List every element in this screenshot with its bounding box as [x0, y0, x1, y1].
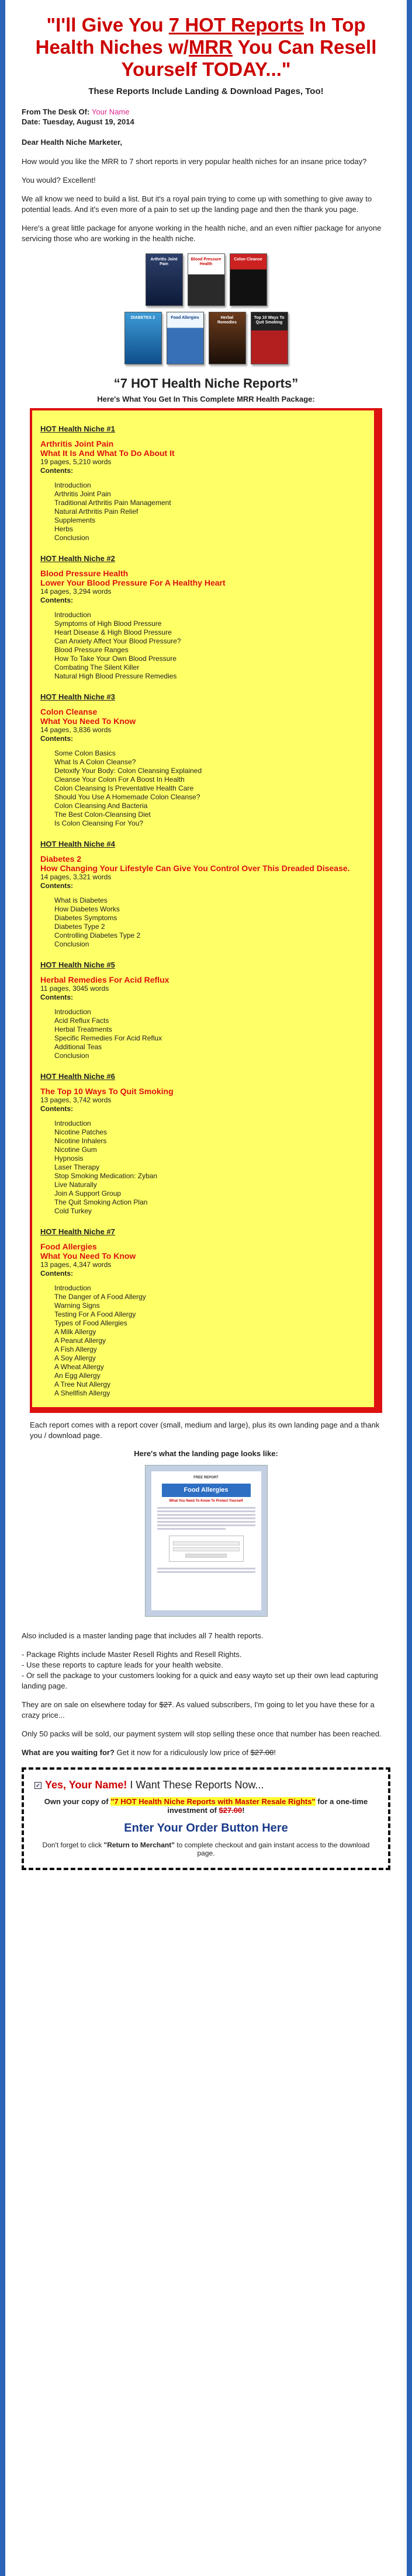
report-cover: Herbal Remedies	[209, 312, 246, 364]
sale-note: They are on sale on elsewhere today for $27. As valued subscribers, I'm going to let you have these for a crazy price...	[22, 1700, 375, 1719]
niche-length: 14 pages, 3,836 words	[40, 726, 112, 734]
headline: "I'll Give You 7 HOT Reports In Top Health Niches w/MRR You Can Resell Yourself TODAY..."	[35, 14, 377, 80]
list-item: Laser Therapy	[54, 1163, 100, 1171]
author-name: Your Name	[91, 107, 130, 116]
list-item: Hypnosis	[54, 1154, 84, 1162]
niche-subtitle: What It Is And What To Do About It	[40, 448, 175, 458]
niche-title: Colon Cleanse	[40, 707, 98, 716]
list-item: Natural Arthritis Pain Relief	[54, 507, 139, 516]
old-price: $27	[159, 1700, 172, 1709]
list-item: Some Colon Basics	[54, 749, 116, 757]
list-item: A Fish Allergy	[54, 1345, 97, 1353]
list-item: Diabetes Symptoms	[54, 914, 117, 922]
list-item: Cleanse Your Colon For A Boost In Health	[54, 775, 185, 784]
old-price: $27.00	[250, 1748, 274, 1757]
contents-label: Contents:	[40, 993, 73, 1001]
package-contents-box	[30, 408, 382, 1413]
contents-list	[40, 1008, 368, 1060]
intro-paragraph: Here's a great little package for anyone working in the health niche, and an even niftier package for anyone servicing those who are working in the health niche.	[22, 224, 382, 243]
list-item: Conclusion	[54, 940, 89, 948]
list-item: Can Anxiety Affect Your Blood Pressure?	[54, 637, 181, 645]
list-item: Traditional Arthritis Pain Management	[54, 499, 171, 507]
contents-label: Contents:	[40, 1105, 73, 1113]
contents-label: Contents:	[40, 596, 73, 604]
report-cover: Arthritis Joint Pain	[146, 253, 183, 306]
scarcity-note: Only 50 packs will be sold, our payment system will stop selling these once that number has been reached.	[22, 1729, 382, 1738]
list-item: Join A Support Group	[54, 1189, 122, 1198]
niche-title: The Top 10 Ways To Quit Smoking	[40, 1087, 174, 1096]
preview-optin-form	[169, 1536, 244, 1562]
list-item: Colon Cleansing And Bacteria	[54, 802, 148, 810]
list-item: Nicotine Inhalers	[54, 1137, 107, 1145]
list-item: An Egg Allergy	[54, 1371, 101, 1380]
list-item: Warning Signs	[54, 1301, 100, 1310]
list-item: Nicotine Patches	[54, 1128, 108, 1136]
niche-subtitle: Lower Your Blood Pressure For A Healthy Heart	[40, 578, 226, 587]
report-covers	[119, 253, 294, 364]
list-item: Stop Smoking Medication: Zyban	[54, 1172, 158, 1180]
list-item: A Milk Allergy	[54, 1328, 96, 1336]
niche-section	[40, 424, 368, 542]
list-item: A Tree Nut Allergy	[54, 1380, 111, 1388]
niche-section	[40, 1227, 368, 1398]
list-item: Cold Turkey	[54, 1207, 92, 1215]
preview-subtitle: What You Need To Know To Protect Yourself	[169, 1499, 243, 1503]
list-item: Symptoms of High Blood Pressure	[54, 619, 162, 628]
contents-label: Contents:	[40, 882, 73, 890]
niche-label: HOT Health Niche #2	[40, 554, 115, 563]
report-cover: DIABETES 2	[124, 312, 162, 364]
niche-subtitle: What You Need To Know	[40, 716, 136, 726]
contents-list	[40, 896, 368, 949]
list-item: Testing For A Food Allergy	[54, 1310, 136, 1318]
call-to-action-text: What are you waiting for? Get it now for a ridiculously low price of $27.00!	[22, 1748, 276, 1757]
list-item: Should You Use A Homemade Colon Cleanse?	[54, 793, 200, 801]
list-item: Diabetes Type 2	[54, 923, 105, 931]
contents-label: Contents:	[40, 734, 73, 743]
list-item: Specific Remedies For Acid Reflux	[54, 1034, 162, 1042]
landing-preview-caption: Here's what the landing page looks like:	[134, 1449, 278, 1458]
niche-title: Herbal Remedies For Acid Reflux	[40, 975, 169, 984]
niche-subtitle: What You Need To Know	[40, 1251, 136, 1261]
contents-list	[40, 611, 368, 681]
niche-label: HOT Health Niche #3	[40, 692, 115, 701]
greeting: Dear Health Niche Marketer,	[22, 138, 122, 147]
niche-label: HOT Health Niche #4	[40, 840, 115, 848]
list-item: Live Naturally	[54, 1181, 97, 1189]
list-item: Conclusion	[54, 1052, 89, 1060]
headline-highlight-mrr: MRR	[188, 36, 233, 58]
list-item: What Is A Colon Cleanse?	[54, 758, 136, 766]
check-icon: ✓	[34, 1782, 41, 1789]
rights-list: - Package Rights include Master Resell Rights and Resell Rights. - Use these reports to capture leads for your health website. - Or sell the package to your customers looking for a quick and easy wayto set up their own lead capturing landing page.	[22, 1650, 378, 1690]
list-item: The Best Colon-Cleansing Diet	[54, 810, 151, 819]
niche-section	[40, 692, 368, 828]
niche-label: HOT Health Niche #7	[40, 1227, 115, 1236]
list-item: Introduction	[54, 1119, 91, 1127]
niche-section	[40, 1072, 368, 1216]
report-cover: Food Allergies	[167, 312, 204, 364]
niche-title: Food Allergies	[40, 1242, 97, 1251]
report-cover: Blood Pressure Health	[188, 253, 225, 306]
order-instructions: Don't forget to click "Return to Merchant" to complete checkout and gain instant access to the download page.	[42, 1841, 370, 1857]
list-item: How Diabetes Works	[54, 905, 120, 913]
list-item: Arthritis Joint Pain	[54, 490, 111, 498]
niche-section	[40, 554, 368, 681]
list-item: A Wheat Allergy	[54, 1363, 104, 1371]
list-item: How To Take Your Own Blood Pressure	[54, 655, 177, 663]
contents-list	[40, 481, 368, 542]
list-item: A Soy Allergy	[54, 1354, 96, 1362]
niche-label: HOT Health Niche #6	[40, 1072, 115, 1081]
intro-paragraph: We all know we need to build a list. But it's a royal pain trying to come up with something to give away to potential leads. And it's even more of a pain to set up the landing page and then the thank you page.	[22, 194, 372, 214]
niche-length: 13 pages, 3,742 words	[40, 1096, 112, 1104]
list-item: Supplements	[54, 516, 96, 524]
sales-page	[5, 0, 407, 2576]
list-item: Combating The Silent Killer	[54, 663, 140, 671]
section-title: “7 HOT Health Niche Reports”	[113, 376, 299, 391]
list-item: Conclusion	[54, 534, 89, 542]
niche-title: Arthritis Joint Pain	[40, 439, 114, 448]
master-landing-note: Also included is a master landing page that includes all 7 health reports.	[22, 1631, 264, 1640]
list-item: Is Colon Cleansing For You?	[54, 819, 144, 827]
report-includes-note: Each report comes with a report cover (small, medium and large), plus its own landing page and a thank you / download page.	[30, 1421, 380, 1440]
niche-title: Diabetes 2	[40, 854, 82, 864]
intro-paragraph: You would? Excellent!	[22, 176, 96, 185]
list-item: The Danger of A Food Allergy	[54, 1293, 146, 1301]
niche-length: 14 pages, 3,321 words	[40, 873, 112, 881]
list-item: Nicotine Gum	[54, 1146, 97, 1154]
section-subtitle: Here's What You Get In This Complete MRR Health Package:	[97, 395, 315, 403]
niche-length: 13 pages, 4,347 words	[40, 1261, 112, 1269]
list-item: Introduction	[54, 1008, 91, 1016]
order-button[interactable]: Enter Your Order Button Here	[124, 1822, 288, 1834]
report-cover: Colon Cleanse	[230, 253, 267, 306]
list-item: Introduction	[54, 611, 91, 619]
list-item: Additional Teas	[54, 1043, 102, 1051]
contents-list	[40, 1119, 368, 1216]
list-item: Detoxify Your Body: Colon Cleansing Explained	[54, 767, 202, 775]
list-item: Colon Cleansing Is Preventative Health Care	[54, 784, 194, 792]
niche-length: 19 pages, 5,210 words	[40, 458, 112, 466]
list-item: Types of Food Allergies	[54, 1319, 127, 1327]
niche-length: 11 pages, 3045 words	[40, 984, 109, 993]
contents-list	[40, 1284, 368, 1398]
niche-section	[40, 960, 368, 1060]
contents-label: Contents:	[40, 467, 73, 475]
niche-subtitle: How Changing Your Lifestyle Can Give You Control Over This Dreaded Disease.	[40, 864, 350, 873]
contents-label: Contents:	[40, 1269, 73, 1277]
list-item: A Shellfish Allergy	[54, 1389, 110, 1397]
intro-paragraph: How would you like the MRR to 7 short reports in very popular health niches for an insane price today?	[22, 157, 367, 166]
headline-highlight-reports: 7 HOT Reports	[168, 14, 304, 36]
niche-section	[40, 840, 368, 949]
contents-list	[40, 749, 368, 828]
from-line: From The Desk Of: Your Name	[22, 107, 130, 116]
landing-page-preview	[145, 1465, 268, 1617]
niche-label: HOT Health Niche #5	[40, 960, 115, 969]
subhead: These Reports Include Landing & Download Pages, Too!	[88, 86, 324, 96]
list-item: Herbs	[54, 525, 74, 533]
list-item: Acid Reflux Facts	[54, 1017, 109, 1025]
order-box	[22, 1767, 390, 1870]
list-item: Introduction	[54, 1284, 91, 1292]
list-item: Blood Pressure Ranges	[54, 646, 129, 654]
niche-title: Blood Pressure Health	[40, 569, 129, 578]
list-item: Heart Disease & High Blood Pressure	[54, 628, 172, 636]
date-line: Date: Tuesday, August 19, 2014	[22, 117, 134, 126]
list-item: Herbal Treatments	[54, 1025, 112, 1033]
niche-label: HOT Health Niche #1	[40, 424, 115, 433]
report-cover: Top 10 Ways To Quit Smoking	[251, 312, 288, 364]
preview-title: Food Allergies	[162, 1484, 251, 1497]
list-item: Controlling Diabetes Type 2	[54, 931, 141, 939]
preview-header: FREE REPORT	[193, 1476, 219, 1480]
list-item: A Peanut Allergy	[54, 1336, 106, 1345]
order-offer: Own your copy of "7 HOT Health Niche Reports with Master Resale Rights" for a one-time investment of $27.00!	[44, 1797, 368, 1815]
list-item: Introduction	[54, 481, 91, 489]
niche-length: 14 pages, 3,294 words	[40, 587, 112, 596]
list-item: Natural High Blood Pressure Remedies	[54, 672, 177, 680]
list-item: What is Diabetes	[54, 896, 108, 904]
order-confirm-line: ✓ Yes, Your Name! I Want These Reports Now...	[34, 1779, 378, 1791]
list-item: The Quit Smoking Action Plan	[54, 1198, 148, 1206]
